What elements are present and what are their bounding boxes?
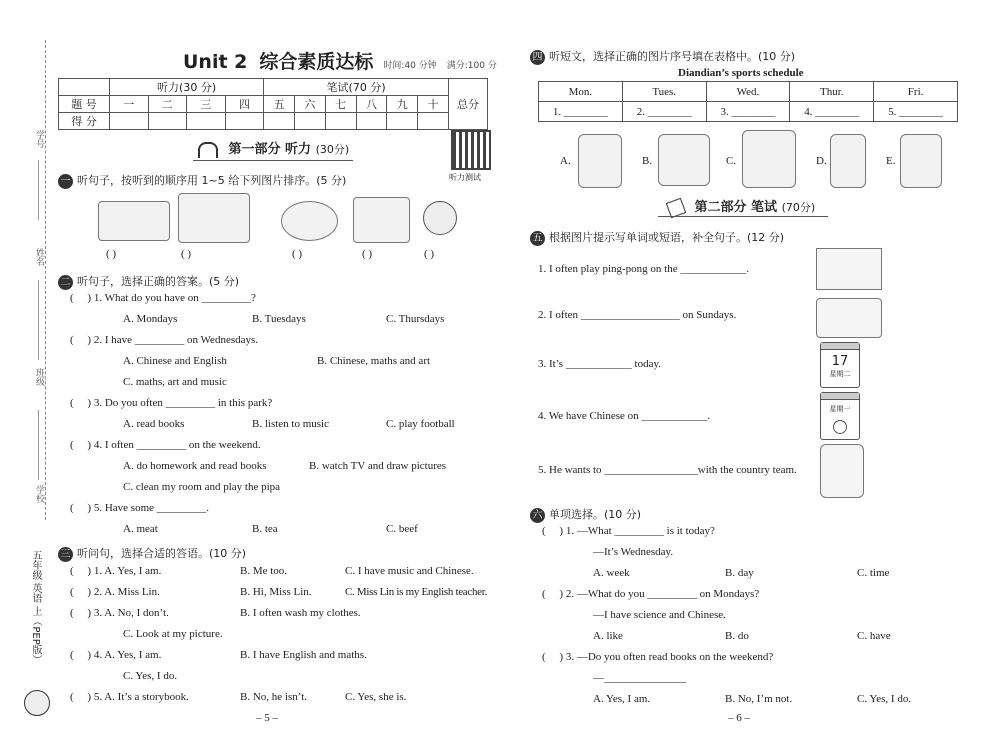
sec6-number: 六 [530, 508, 545, 523]
sec6-title: 单项选择。(10 分) [549, 508, 642, 521]
abc-letters-picture [353, 197, 410, 243]
col-8: 八 [356, 96, 387, 113]
school-label: 学校 [34, 485, 44, 503]
row-score-label: 得 分 [59, 113, 110, 130]
score-cell[interactable] [225, 113, 264, 130]
football-picture [423, 201, 457, 235]
qr-code[interactable] [451, 130, 491, 170]
sec2-q3: ( ) 3. Do you often _________ in this park? [70, 397, 273, 409]
answer-blank-3[interactable]: 3. ________ [706, 102, 790, 122]
option-a[interactable]: A. Yes, I am. [593, 693, 651, 705]
option-a[interactable]: 5. A. It’s a storybook. [93, 691, 189, 703]
boy-running-picture [900, 134, 942, 188]
sec5-title: 根据图片提示写单词或短语，补全句子。(12 分) [549, 231, 785, 244]
schedule-table [538, 81, 958, 122]
col-1: 一 [110, 96, 149, 113]
sec1-number: 一 [58, 174, 73, 189]
sec6-q1: ( ) 1. —What _________ is it today? [542, 525, 715, 537]
sec3-q3: ( ) 3. A. No, I don’t. [70, 607, 169, 619]
page-number-6: – 6 – [728, 712, 750, 724]
option-b[interactable]: B. No, I’m not. [725, 693, 793, 705]
col-4: 四 [225, 96, 264, 113]
option-a[interactable]: 2. A. Miss Lin. [93, 586, 160, 598]
sec5-sentence-1[interactable]: 1. I often play ping-pong on the ____________. [538, 263, 750, 275]
score-cell[interactable] [148, 113, 187, 130]
score-cell[interactable] [356, 113, 387, 130]
sec1-answer-5[interactable]: ( ) [424, 248, 435, 260]
writing-header: 笔试(70 分) [264, 79, 449, 96]
option-b[interactable]: B. do [725, 630, 749, 642]
unit-title: Unit 2 [183, 51, 248, 73]
option-c[interactable]: C. Thursdays [386, 313, 445, 325]
pencil-icon [666, 197, 687, 218]
score-cell[interactable] [294, 113, 325, 130]
page-5 [58, 0, 497, 754]
col-6: 六 [294, 96, 325, 113]
sec4-number: 四 [530, 50, 545, 65]
sec2-q5: ( ) 5. Have some _________. [70, 502, 210, 514]
answer-blank-4[interactable]: 4. ________ [790, 102, 874, 122]
option-b[interactable]: B. Chinese, maths and art [317, 355, 431, 367]
pic-label-e: E. [886, 155, 896, 167]
weekly-calendar-picture [816, 248, 882, 290]
question-text: 1. What do you have on _________? [93, 292, 256, 304]
day-thur: Thur. [790, 82, 874, 102]
girl-washing-clothes-picture [178, 193, 250, 243]
option-c[interactable]: C. beef [386, 523, 418, 535]
part1-points: (30分) [315, 143, 350, 156]
sec1-pictures [98, 193, 488, 243]
question-text: 2. I have _________ on Wednesdays. [93, 334, 259, 346]
sec5-sentence-5[interactable]: 5. He wants to _________________with the country team. [538, 464, 797, 476]
option-b[interactable]: B. Tuesdays [252, 313, 306, 325]
row-number-label: 题 号 [59, 96, 110, 113]
col-9: 九 [387, 96, 418, 113]
answer-blank-2[interactable]: 2. ________ [622, 102, 706, 122]
sec3-q4: ( ) 4. A. Yes, I am. [70, 649, 162, 661]
score-cell[interactable] [264, 113, 295, 130]
option-a[interactable]: 1. A. Yes, I am. [93, 565, 162, 577]
sec5-number: 五 [530, 231, 545, 246]
boy-playing-football-picture [820, 444, 864, 498]
option-c[interactable]: C. have [857, 630, 891, 642]
class-label: 班级 [34, 368, 44, 386]
option-c[interactable]: C. time [857, 567, 890, 579]
question-text: 3. —Do you often read books on the weekend? [565, 651, 774, 663]
pic-label-c: C. [726, 155, 737, 167]
part1-title: 第一部分 听力 [228, 142, 312, 157]
option-b[interactable]: B. tea [252, 523, 278, 535]
score-table [58, 78, 488, 130]
option-b[interactable]: B. Me too. [240, 565, 288, 577]
calendar-monday-picture [820, 392, 860, 440]
col-10: 十 [418, 96, 449, 113]
binding-margin [0, 0, 58, 754]
sec3-q5: ( ) 5. A. It’s a storybook. [70, 691, 189, 703]
answer-blank-5[interactable]: 5. ________ [874, 102, 958, 122]
sec3-title: 听问句，选择合适的答语。(10 分) [77, 547, 247, 560]
score-cell[interactable] [187, 113, 226, 130]
score-cell[interactable] [325, 113, 356, 130]
sec2-q1: ( ) 1. What do you have on _________? [70, 292, 256, 304]
part2-points: (70分) [781, 201, 816, 214]
boy-playing-football-picture [578, 134, 622, 188]
option-b[interactable]: B. I have English and maths. [240, 649, 367, 661]
time-label: 时间:40 分钟 [383, 61, 437, 71]
boy-playing-basketball-picture [742, 130, 796, 188]
option-c[interactable]: C. play football [386, 418, 455, 430]
sec1-title: 听句子，按听到的顺序用 1~5 给下列图片排序。(5 分) [77, 174, 347, 187]
sec1-answer-2[interactable]: ( ) [181, 248, 192, 260]
option-a[interactable]: A. Chinese and English [123, 355, 227, 367]
question-text: 5. Have some _________. [93, 502, 210, 514]
part1-banner [198, 138, 349, 158]
page-number-5: – 5 – [256, 712, 278, 724]
book-label: 五年级 英语 上（PEP版） [30, 550, 41, 665]
part2-title: 第二部分 笔试 [694, 200, 778, 215]
option-c[interactable]: C. Yes, I do. [123, 670, 178, 682]
col-5: 五 [264, 96, 295, 113]
qr-label: 听力测试 [449, 173, 481, 182]
col-2: 二 [148, 96, 187, 113]
sec5-sentence-4[interactable]: 4. We have Chinese on ____________. [538, 410, 711, 422]
option-a[interactable]: A. like [593, 630, 623, 642]
calendar-tuesday-picture [820, 342, 860, 388]
col-7: 七 [325, 96, 356, 113]
sun-icon [833, 420, 847, 434]
sec4-heading [530, 48, 795, 65]
total-label: 总分 [449, 79, 488, 130]
question-text: 3. Do you often _________ in this park? [93, 397, 273, 409]
question-text: 4. I often _________ on the weekend. [93, 439, 261, 451]
sec3-q1: ( ) 1. A. Yes, I am. [70, 565, 162, 577]
question-text: 2. —What do you _________ on Mondays? [565, 588, 760, 600]
child-watching-tv-picture [98, 201, 170, 241]
paint-palette-picture [281, 201, 338, 241]
option-b[interactable]: B. day [725, 567, 754, 579]
sec2-number: 二 [58, 275, 73, 290]
sec1-answer-4[interactable]: ( ) [362, 248, 373, 260]
pic-label-a: A. [560, 155, 571, 167]
boy-doing-kung-fu-picture [830, 134, 866, 188]
listening-header: 听力(30 分) [110, 79, 264, 96]
day-tues: Tues. [622, 82, 706, 102]
unit-header [183, 47, 497, 74]
sec4-title: 听短文，选择正确的图片序号填在表格中。(10 分) [549, 50, 796, 63]
name-label: 姓名 [34, 248, 44, 266]
option-a[interactable]: 4. A. Yes, I am. [93, 649, 162, 661]
response-text: —It’s Wednesday. [593, 546, 674, 558]
response-text: —I have science and Chinese. [593, 609, 726, 621]
option-c[interactable]: C. I have music and Chinese. [345, 565, 474, 577]
sec1-heading [58, 172, 346, 189]
option-a[interactable]: A. meat [123, 523, 158, 535]
sec2-title: 听句子，选择正确的答案。(5 分) [77, 275, 240, 288]
sec6-q2: ( ) 2. —What do you _________ on Mondays? [542, 588, 760, 600]
option-a[interactable]: 3. A. No, I don’t. [93, 607, 169, 619]
col-3: 三 [187, 96, 226, 113]
calendar-day: 17 [831, 354, 849, 369]
sec3-number: 三 [58, 547, 73, 562]
score-cell[interactable] [418, 113, 449, 130]
score-cell[interactable] [110, 113, 149, 130]
calendar-weekday: 星期二 [829, 370, 851, 378]
response-text: —_______________ [593, 672, 687, 684]
option-a[interactable]: A. week [593, 567, 630, 579]
option-b[interactable]: B. I often wash my clothes. [240, 607, 361, 619]
boy-playing-ping-pong-picture [658, 134, 710, 186]
score-cell[interactable] [387, 113, 418, 130]
option-b[interactable]: B. Hi, Miss Lin. [240, 586, 312, 598]
option-a[interactable]: A. Mondays [123, 313, 178, 325]
option-c[interactable]: C. Miss Lin is my English teacher. [345, 586, 487, 598]
day-mon: Mon. [539, 82, 623, 102]
option-c[interactable]: C. Look at my picture. [123, 628, 223, 640]
sec4-pictures [530, 130, 970, 192]
option-c[interactable]: C. Yes, I do. [857, 693, 912, 705]
pic-label-b: B. [642, 155, 653, 167]
option-b[interactable]: B. No, he isn’t. [240, 691, 308, 703]
pic-label-d: D. [816, 155, 827, 167]
sec6-q3: ( ) 3. —Do you often read books on the weekend? [542, 651, 774, 663]
sec5-heading [530, 229, 784, 246]
part2-banner [668, 196, 815, 216]
sec5-sentence-2[interactable]: 2. I often __________________ on Sundays. [538, 309, 737, 321]
option-a[interactable]: A. do homework and read books [123, 460, 267, 472]
mascot-icon [24, 690, 50, 716]
sec1-answer-1[interactable]: ( ) [106, 248, 117, 260]
sec6-heading [530, 506, 641, 523]
option-c[interactable]: C. clean my room and play the pipa [123, 481, 281, 493]
sec2-q2: ( ) 2. I have _________ on Wednesdays. [70, 334, 259, 346]
question-text: 1. —What _________ is it today? [565, 525, 715, 537]
sec3-q2: ( ) 2. A. Miss Lin. [70, 586, 160, 598]
calendar-weekday: 星期一 [829, 405, 851, 413]
option-c[interactable]: C. Yes, she is. [345, 691, 407, 703]
unit-subtitle: 综合素质达标 [259, 51, 374, 73]
sec2-q4: ( ) 4. I often _________ on the weekend. [70, 439, 261, 451]
student-no-label: 学号 [34, 130, 44, 148]
sec2-heading [58, 273, 239, 290]
child-watching-tv-picture [816, 298, 882, 338]
schedule-title: Diandian’s sports schedule [678, 67, 804, 79]
sec3-heading [58, 545, 246, 562]
headphones-icon [198, 142, 218, 158]
day-wed: Wed. [706, 82, 790, 102]
option-b[interactable]: B. watch TV and draw pictures [309, 460, 447, 472]
option-b[interactable]: B. listen to music [252, 418, 329, 430]
answer-blank-1[interactable]: 1. ________ [539, 102, 623, 122]
option-a[interactable]: A. read books [123, 418, 185, 430]
full-score-label: 满分:100 分 [446, 61, 497, 71]
page-6 [530, 0, 970, 754]
option-c[interactable]: C. maths, art and music [123, 376, 227, 388]
sec1-answer-3[interactable]: ( ) [292, 248, 303, 260]
book-logo [22, 540, 50, 730]
day-fri: Fri. [874, 82, 958, 102]
sec5-sentence-3[interactable]: 3. It’s ____________ today. [538, 358, 662, 370]
